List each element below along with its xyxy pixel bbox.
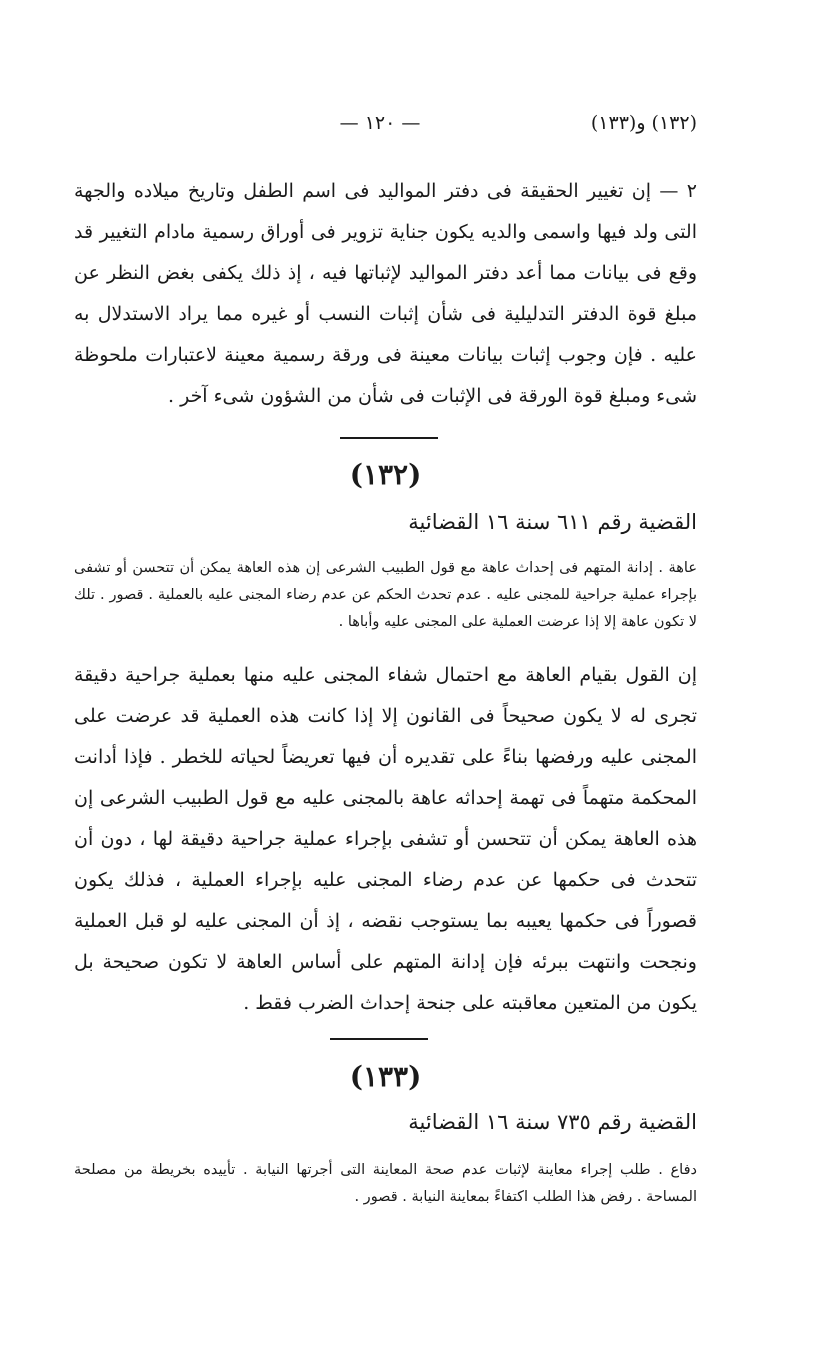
case-abstract-block-132 <box>74 555 697 636</box>
case-abstract-132: عاهة . إدانة المتهم فى إحداث عاهة مع قول الطبيب الشرعى إن هذه العاهة يمكن أن تتحسن أو تشفى بإجراء عملية جراحية للمجنى عليه . عدم تحدث الحكم عن عدم رضاء المجنى عليه بالعملية . قصور . تلك لا تكون عاهة إلا إذا عرضت العملية على المجنى عليه وأباها . <box>74 560 697 630</box>
section-divider <box>340 437 438 439</box>
case-abstract-133: دفاع . طلب إجراء معاينة لإثبات عدم صحة المعاينة التى أجرتها النيابة . تأييده بخريطة من مصلحة المساحة . رفض هذا الطلب اكتفاءً بمعاينة النيابة . قصور . <box>74 1162 697 1205</box>
header-case-reference: (١٣٢) و(١٣٣) <box>590 112 697 134</box>
page-number: — ١٢٠ — <box>339 112 421 134</box>
case-abstract-block-133 <box>74 1157 697 1211</box>
case-body-132: إن القول بقيام العاهة مع احتمال شفاء المجنى عليه منها بعملية جراحية دقيقة تجرى له لا يكون صحيحاً فى القانون إلا إذا كانت هذه العملية قد عرضت على المجنى عليه ورفضها بناءً على تقديره أن فيها تعريضاً لحياته للخطر . فإذا أدانت المحكمة متهماً فى تهمة إحداثه عاهة بالمجنى عليه مع قول الطبيب الشرعى إن هذه العاهة يمكن أن تتحسن أو تشفى بإجراء عملية جراحية دقيقة لها ، دون أن تتحدث فى حكمها عن عدم رضاء المجنى عليه بإجراء العملية ، فذلك يكون قصوراً فى حكمها يعيبه بما يستوجب نقضه ، إذ أن المجنى عليه لو قبل العملية ونجحت وانتهت ببرئه فإن إدانة المتهم على أساس العاهة لا تكون صحيحة بل يكون من المتعين معاقبته على جنحة إحداث الضرب فقط . <box>74 664 697 1014</box>
case-number-133: (١٣٣) <box>349 1060 422 1093</box>
intro-paragraph-block <box>74 171 697 417</box>
case-title-132: القضية رقم ٦١١ سنة ١٦ القضائية <box>408 510 697 534</box>
case-number-132: (١٣٢) <box>349 458 422 491</box>
intro-paragraph: ٢ — إن تغيير الحقيقة فى دفتر المواليد فى اسم الطفل وتاريخ ميلاده والجهة التى ولد فيها واسمى والديه يكون جناية تزوير فى أوراق رسمية مادام التغيير قد وقع فى بيانات مما أعد دفتر المواليد لإثباتها فيه ، إذ ذلك يكفى بغض النظر عن مبلغ قوة الدفتر التدليلية فى شأن إثبات النسب أو غيره مما يراد الاستدلال به عليه . فإن وجوب إثبات بيانات معينة فى ورقة رسمية معينة لاعتبارات ملحوظة شىء ومبلغ قوة الورقة فى الإثبات فى شأن من الشؤون شىء آخر . <box>74 180 697 407</box>
section-divider <box>330 1038 428 1040</box>
case-body-block-132 <box>74 655 697 1024</box>
page-header <box>70 112 697 142</box>
case-title-133: القضية رقم ٧٣٥ سنة ١٦ القضائية <box>408 1110 697 1134</box>
